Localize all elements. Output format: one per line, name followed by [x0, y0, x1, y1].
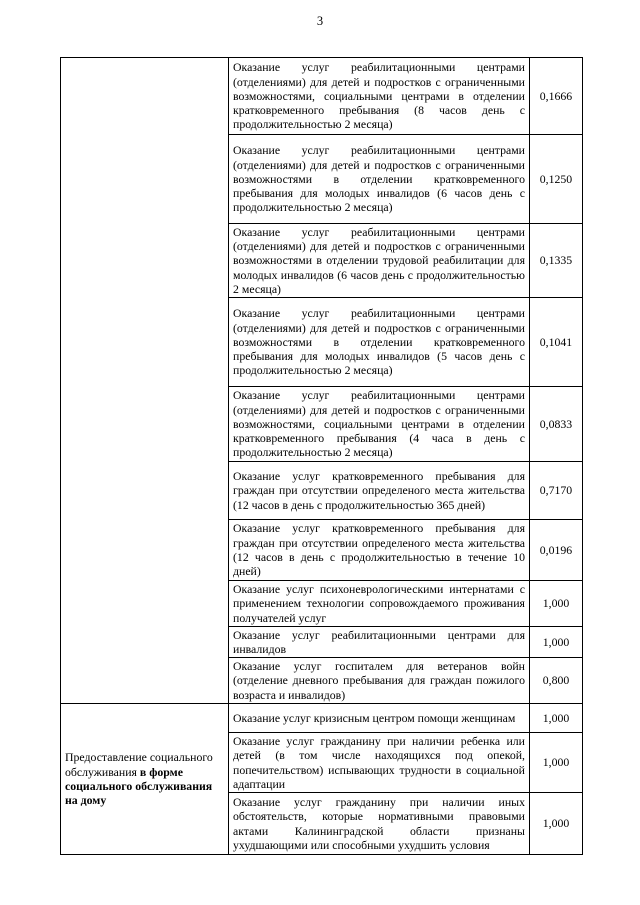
service-description: Оказание услуг реабилитационными центрами для инвалидов — [229, 627, 530, 658]
coefficient-value: 0,1666 — [530, 58, 583, 135]
coefficient-value: 1,000 — [530, 627, 583, 658]
service-description: Оказание услуг кратковременного пребывания для граждан при отсутствии определеного места жительства (12 часов в день с продолжительностью 365 дней) — [229, 462, 530, 520]
coefficient-value: 0,1250 — [530, 135, 583, 224]
category-label-bold: в форме социального обслуживания на дому — [65, 764, 213, 808]
service-description: Оказание услуг кратковременного пребывания для граждан при отсутствии определеного места жительства (12 часов в день с продолжительностью в течение 10 дней) — [229, 520, 530, 581]
table-row — [61, 58, 583, 135]
coefficient-value: 1,000 — [530, 733, 583, 793]
service-description: Оказание услуг реабилитационными центрами (отделениями) для детей и подростков с ограниченными возможностями в отделении кратковременного пребывания для молодых инвалидов (6 часов день с продолжительностью 2 месяца) — [229, 135, 530, 224]
service-description: Оказание услуг госпиталем для ветеранов войн (отделение дневного пребывания для граждан пожилого возраста и инвалидов) — [229, 658, 530, 704]
page-number: 3 — [316, 14, 324, 28]
coefficient-value: 1,000 — [530, 793, 583, 855]
category-cell — [61, 704, 229, 855]
coefficient-value: 0,0196 — [530, 520, 583, 581]
service-description: Оказание услуг реабилитационными центрами (отделениями) для детей и подростков с ограниченными возможностями, социальными центрами в отделении кратковременного пребывания (8 часов день с продолжительностью 2 месяца) — [229, 58, 530, 135]
service-description: Оказание услуг гражданину при наличии ребенка или детей (в том числе находящихся под опекой, попечительством) испывающих трудности в социальной адаптации — [229, 733, 530, 793]
service-description: Оказание услуг реабилитационными центрами (отделениями) для детей и подростков с ограниченными возможностями в отделении кратковременного пребывания для молодых инвалидов (5 часов день с продолжительностью 2 месяца) — [229, 298, 530, 387]
coefficient-value: 0,7170 — [530, 462, 583, 520]
service-description: Оказание услуг реабилитационными центрами (отделениями) для детей и подростков с ограниченными возможностями в отделении трудовой реабилитации для молодых инвалидов (6 часов день с продолжительностью 2 месяца) — [229, 224, 530, 298]
coefficient-value: 0,0833 — [530, 387, 583, 462]
service-description: Оказание услуг реабилитационными центрами (отделениями) для детей и подростков с ограниченными возможностями, социальными центрами в отделении кратковременного пребывания (4 часа в день с продолжительностью 2 месяца) — [229, 387, 530, 462]
coefficient-value: 0,800 — [530, 658, 583, 704]
service-description: Оказание услуг психоневрологическими интернатами с применением технологии сопровождаемого проживания получателей услуг — [229, 581, 530, 627]
coefficient-value: 0,1041 — [530, 298, 583, 387]
service-description: Оказание услуг гражданину при наличии иных обстоятельств, которые нормативными правовыми актами Калининградской области признаны ухудшающими или способными ухудшить условия — [229, 793, 530, 855]
coefficient-value: 1,000 — [530, 704, 583, 733]
table-row — [61, 704, 583, 733]
category-cell-empty — [61, 58, 229, 704]
coefficient-value: 1,000 — [530, 581, 583, 627]
coefficient-value: 0,1335 — [530, 224, 583, 298]
tariff-table — [60, 57, 583, 855]
category-label: Предоставление социального обслуживания — [65, 750, 213, 779]
service-description: Оказание услуг кризисным центром помощи женщинам — [229, 704, 530, 733]
